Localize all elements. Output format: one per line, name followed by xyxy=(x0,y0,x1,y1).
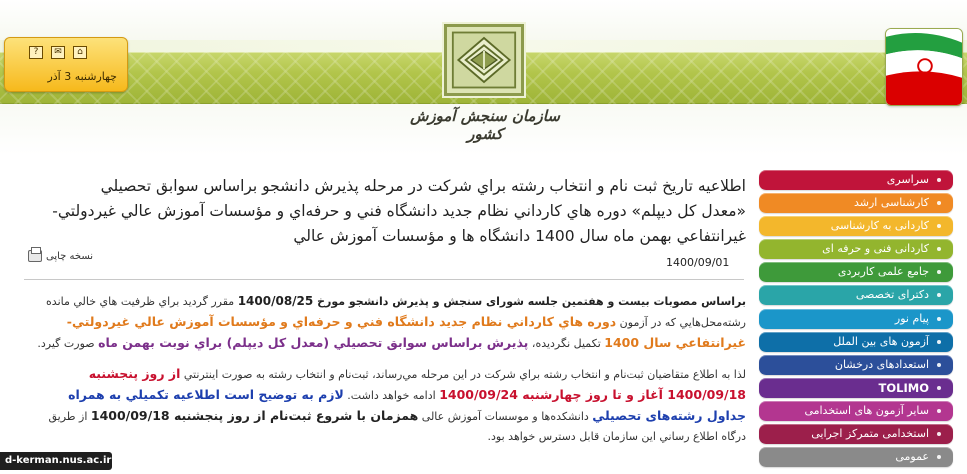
print-label: نسخه چاپی xyxy=(46,250,94,262)
paragraph-2: لذا به اطلاع متقاضيان ثبت‌نام و انتخاب رشته براي شركت در اين مرحله مي‌رساند، ثبت‌نام و انتخاب رشته به صورت اينترنتي از روز پنجشنبه 1400/09/18 آغاز و تا روز چهارشنبه 1400/09/24 ادامه خواهد داشت. لازم به توضیح است اطلاعيه تكميلي به همراه جداول رشته‌های تحصيلي دانشكده‌ها و موسسات آموزش عالی همزمان با شروع ثبت‌نام از روز پنجشنبه 1400/09/18 از طريق درگاه اطلاع رساني اين سازمان قابل دسترس خواهد بود. xyxy=(48,366,746,443)
iran-flag-icon xyxy=(885,28,963,106)
sidebar-item-applied-science[interactable]: جامع علمی کاربردی xyxy=(759,262,953,282)
sidebar-item-talented[interactable]: استعدادهای درخشان xyxy=(759,355,953,375)
category-sidebar xyxy=(759,170,953,470)
source-watermark: d-kerman.nus.ac.ir xyxy=(0,452,112,470)
sidebar-item-masters[interactable]: کارشناسی ارشد xyxy=(759,193,953,213)
sidebar-item-tolimo[interactable]: TOLIMO xyxy=(759,378,953,398)
sidebar-item-central-employment[interactable]: استخدامی متمرکز اجرایی xyxy=(759,424,953,444)
home-icon[interactable]: ⌂ xyxy=(73,46,87,59)
paragraph-1: براساس مصوبات بیست و هفتمین جلسه شورای سنجش و پذیرش دانشجو مورخ 1400/08/25 مقرر گرديد براي ظرفيت هاي خالي مانده رشته‌محل‌هايي كه در آزمون دوره هاي كارداني نظام جديد دانشگاه فني و حرفه‌اي و مؤسسات آموزش عالي غيردولتي- غيرانتفاعي سال 1400 تكميل نگرديده، پذيرش براساس سوابق تحصيلي (معدل كل ديپلم) براي نوبت بهمن ماه صورت گيرد. xyxy=(37,294,746,350)
sidebar-item-payame-noor[interactable]: پیام نور xyxy=(759,309,953,329)
site-header xyxy=(0,0,967,155)
sidebar-item-international[interactable]: آزمون های بین الملل xyxy=(759,332,953,352)
sidebar-item-technical-associate[interactable]: کاردانی فنی و حرفه ای xyxy=(759,239,953,259)
sidebar-item-associate-to-bachelor[interactable]: کاردانی به کارشناسی xyxy=(759,216,953,236)
current-date: چهارشنبه 3 آذر xyxy=(47,70,117,83)
sidebar-item-phd[interactable]: دکترای تخصصی xyxy=(759,285,953,305)
organization-logo[interactable] xyxy=(444,24,524,96)
article-title: اطلاعیه تاريخ ثبت نام و انتخاب رشته براي شركت در مرحله پذيرش دانشجو براساس سوابق تحصيلي «معدل كل ديپلم» دوره هاي كارداني نظام جديد دانشگاه فني و حرفه‌اي و مؤسسات آموزش عالي غيردولتي- غيرانتفاعي بهمن ماه سال 1400 دانشگاه ها و مؤسسات آموزش عالي xyxy=(52,177,746,245)
print-button[interactable] xyxy=(28,250,93,262)
publish-date: 1400/09/01 xyxy=(666,256,730,269)
help-icon[interactable]: ? xyxy=(29,46,43,59)
title-divider xyxy=(24,279,744,280)
sidebar-item-general[interactable]: عمومی xyxy=(759,447,953,467)
printer-icon xyxy=(28,250,42,262)
header-quick-links xyxy=(29,46,87,59)
article-body xyxy=(28,291,746,457)
date-box xyxy=(4,37,128,92)
organization-name: سازمان سنجش آموزش کشور xyxy=(410,107,560,143)
mail-icon[interactable]: ✉ xyxy=(51,46,65,59)
sidebar-item-sarasari[interactable]: سراسری xyxy=(759,170,953,190)
sidebar-item-other-employment[interactable]: سایر آزمون های استخدامی xyxy=(759,401,953,421)
